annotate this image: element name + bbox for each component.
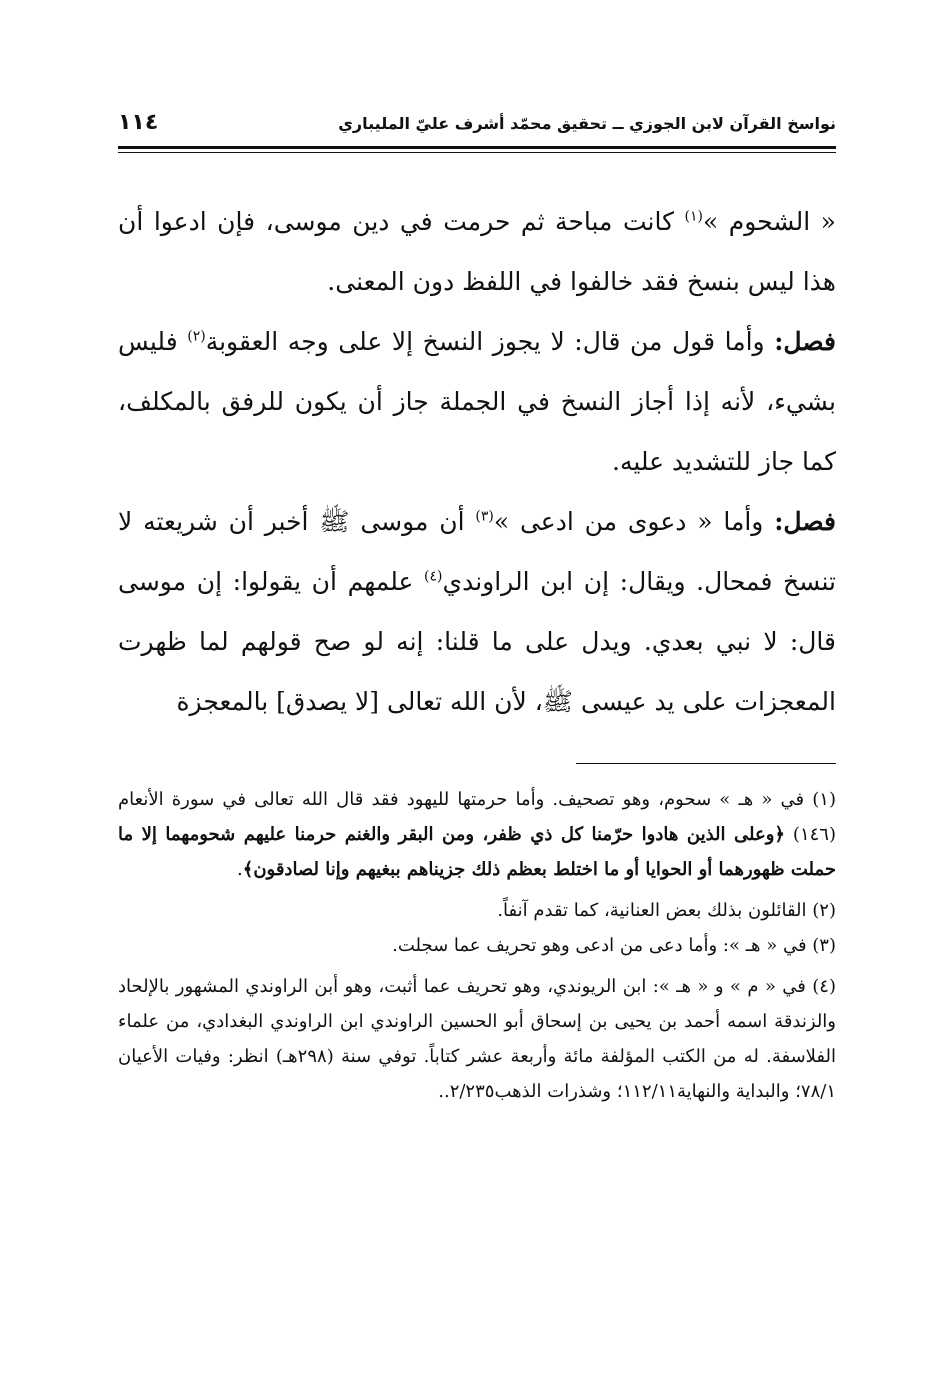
footnotes (118, 782, 836, 1109)
footnote-3: (٣) في « هـ »: وأما دعى من ادعى وهو تحريف عما سجلت. (392, 935, 836, 956)
section-label: فصل: (774, 327, 836, 356)
main-text (118, 192, 836, 732)
section-label: فصل: (774, 507, 836, 536)
text-segment: وأما قول من قال: لا يجوز النسخ إلا على وجه العقوبة (205, 327, 775, 356)
quran-quote: ﴿وعلى الذين هادوا حرّمنا كل ذي ظفر، ومن البقر والغنم حرمنا عليهم شحومهما إلا ما حملت ظهورهما أو الحوايا أو ما اختلط بعظم ذلك جزيناهم ببغيهم وإنا لصادقون﴾ (118, 824, 836, 880)
header-rule-thin (118, 152, 836, 153)
footnote-2: (٢) القائلون بذلك بعض العنانية، كما تقدم آنفاً. (497, 900, 836, 921)
footnote-ref: (٣) (475, 508, 494, 525)
paragraph-2 (118, 312, 836, 492)
text-segment: علمهم أن يقولوا: إن موسى قال: لا نبي بعدي. ويدل على ما قلنا: إنه لو صح قولهم لما ظهرت المعجزات على يد عيسى ﷺ، لأن الله تعالى [لا يصدق] بالمعجزة (118, 567, 836, 716)
footnote-ref: (٢) (187, 328, 206, 345)
footnote-1 (118, 782, 836, 887)
footnote-separator (576, 763, 836, 764)
text-segment: « الشحوم » (702, 207, 836, 236)
text-segment: أن موسى ﷺ أخبر أن شريعته لا تنسخ فمحال. ويقال: إن ابن الراوندي (118, 507, 836, 596)
paragraph-1 (118, 192, 836, 312)
footnote-text: (١) في « هـ » سحوم، وهو تصحيف. وأما حرمتها لليهود فقد قال الله تعالى في سورة الأنعام (١٤٦) (118, 789, 836, 845)
header-rule-thick (118, 146, 836, 149)
text-segment: وأما « دعوى من ادعى » (493, 507, 775, 536)
text-segment: فليس بشيء، لأنه إذا أجاز النسخ في الجملة جاز أن يكون للرفق بالمكلف، كما جاز للتشديد عليه. (118, 327, 836, 476)
paragraph-3 (118, 492, 836, 732)
footnote-ref: (٤) (424, 568, 443, 585)
text-segment: كانت مباحة ثم حرمت في دين موسى، فإن ادعوا أن هذا ليس بنسخ فقد خالفوا في اللفظ دون المعنى. (118, 207, 836, 296)
footnote-ref: (١) (684, 208, 703, 225)
header-title: نواسخ القرآن لابن الجوزي ــ تحقيق محمّد أشرف عليّ المليباري (338, 114, 836, 133)
footnote-4: (٤) في « م » و « هـ »: ابن الريوندي، وهو تحريف عما أثبت، وهو أبن الراوندي المشهور بالإلحاد والزندقة اسمه أحمد بن يحيى بن إسحاق أبو الحسين الراوندي ابن الراوندي البغدادي، من علماء الفلاسفة. له من الكتب المؤلفة مائة وأربعة عشر كتاباً. توفي سنة (٢٩٨هـ) انظر: وفيات الأعيان ٧٨/١؛ والبداية والنهاية١١٢/١١؛ وشذرات الذهب٢/٢٣٥.. (118, 976, 836, 1102)
running-header (118, 110, 836, 144)
footnote-text: . (237, 859, 243, 880)
page-number: ١١٤ (118, 110, 159, 135)
